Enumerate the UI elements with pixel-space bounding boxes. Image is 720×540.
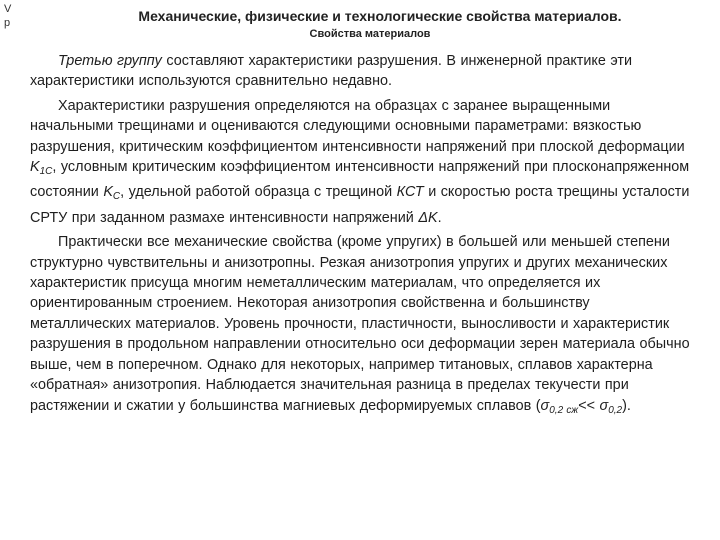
paragraph-3-text-1: Практически все механические свойства (кроме упругих) в большей или меньшей степени структурно чувствительны и анизотропны. Резкая анизотропия упругих и других механических характеристик присуща многим неметаллическим материалам, что определяется их ориентированным строением. Некоторая анизотропия свойственна и большинству металлических материалов. Уровень прочности, пластичности, выносливости и характеристик разрушения в продольном направлении относительно оси деформации зерен материала обычно выше, чем в поперечном. Однако для некоторых, например титановых, сплавов характерна «обратная» анизотропия. Наблюдается значительная разница в пределах текучести при растяжении и сжатии у большинства магниевых деформируемых сплавов ( bbox=[30, 234, 690, 414]
paragraph-1 bbox=[30, 51, 690, 92]
delta-k-symbol: ΔK bbox=[418, 209, 438, 226]
page-title: Механические, физические и технологические свойства материалов. bbox=[138, 8, 622, 24]
paragraph-2-text-3: , удельной работой образца с трещиной bbox=[120, 184, 397, 201]
paragraph-2-text-2: , условным критическим коэффициентом интенсивности напряжений при плосконапряженном состоянии bbox=[30, 159, 690, 201]
corner-mark-v: V bbox=[4, 3, 12, 15]
sigma-tension-symbol: σ bbox=[599, 397, 609, 414]
sigma-compression-symbol: σ bbox=[540, 397, 550, 414]
kc-subscript: C bbox=[112, 191, 121, 203]
sigma-compression-subscript: 0,2 сж bbox=[549, 404, 579, 416]
paragraph-2-text-1: Характеристики разрушения определяются на образцах с заранее выращенными начальными трещинами и оцениваются следующими основными параметрами: вязкостью разрушения, критическим коэффициентом интенсивности напряжений при плоской деформации bbox=[30, 97, 685, 155]
k1c-symbol: K bbox=[30, 159, 40, 176]
k1c-subscript: 1C bbox=[39, 166, 53, 178]
paragraph-3 bbox=[30, 232, 690, 421]
paragraph-2-text-5: . bbox=[437, 209, 442, 226]
kc-symbol: K bbox=[103, 184, 113, 201]
paragraph-2 bbox=[30, 96, 690, 228]
paragraph-2-text-4: и скоростью роста трещины усталости СРТУ при заданном размахе интенсивности напряжений bbox=[30, 184, 690, 226]
corner-mark-p: p bbox=[4, 17, 11, 29]
page-subtitle: Свойства материалов bbox=[309, 28, 431, 40]
paragraph-3-text-2: ). bbox=[622, 397, 631, 414]
much-less-sign: << bbox=[578, 397, 600, 414]
sigma-tension-subscript: 0,2 bbox=[608, 404, 623, 416]
paragraph-1-lead: Третью группу bbox=[58, 53, 162, 69]
kct-symbol: КСТ bbox=[396, 184, 424, 201]
document-body bbox=[30, 51, 690, 421]
paragraph-1-text: составляют характеристики разрушения. В инженерной практике эти характеристики используются сравнительно недавно. bbox=[30, 53, 633, 90]
